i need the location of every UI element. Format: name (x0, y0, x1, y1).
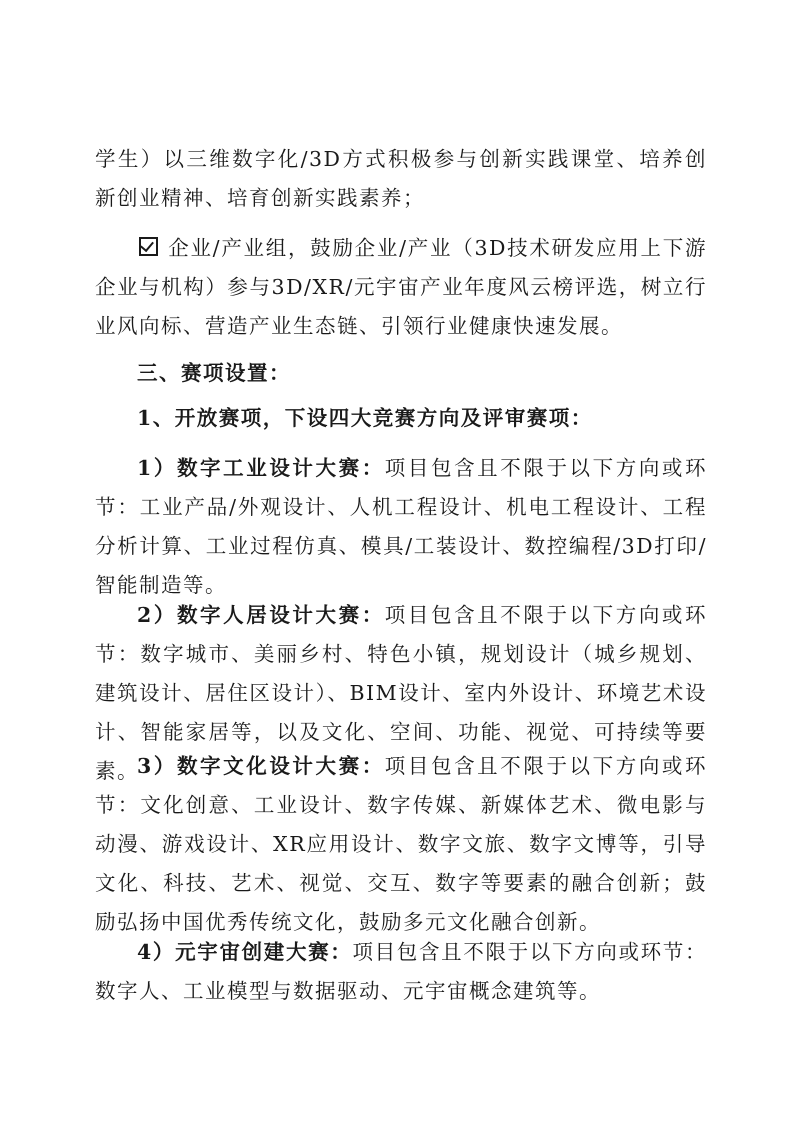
list-item (95, 449, 707, 605)
item-title: 3）数字文化设计大赛： (137, 754, 385, 778)
paragraph-enterprise-group (95, 229, 707, 346)
list-item (95, 747, 707, 942)
subsection-heading (95, 399, 707, 438)
list-item (95, 933, 707, 1011)
subsection-heading-text: 1、开放赛项，下设四大竞赛方向及评审赛项： (137, 406, 593, 430)
paragraph-text: 企业/产业组，鼓励企业/产业（3D技术研发应用上下游企业与机构）参与3D/XR/元宇宙产业年度风云榜评选，树立行业风向标、营造产业生态链、引领行业健康快速发展。 (95, 236, 707, 338)
item-body: 项目包含且不限于以下方向或环节：文化创意、工业设计、数字传媒、新媒体艺术、微电影与动漫、游戏设计、XR应用设计、数字文旅、数字文博等，引导文化、科技、艺术、视觉、交互、数字等要素的融合创新；鼓励弘扬中国优秀传统文化，鼓励多元文化融合创新。 (95, 754, 708, 934)
paragraph-student-group (95, 140, 707, 218)
item-title: 2）数字人居设计大赛： (137, 603, 385, 627)
item-title: 1）数字工业设计大赛： (137, 456, 385, 480)
paragraph-text: 学生）以三维数字化/3D方式积极参与创新实践课堂、培养创新创业精神、培育创新实践素养； (95, 147, 707, 210)
checkbox-checked-icon (139, 237, 158, 256)
section-heading (95, 354, 707, 393)
item-body: 项目包含且不限于以下方向或环节：数字人、工业模型与数据驱动、元宇宙概念建筑等。 (95, 940, 708, 1003)
item-body: 项目包含且不限于以下方向或环节：数字城市、美丽乡村、特色小镇，规划设计（城乡规划、建筑设计、居住区设计）、BIM设计、室内外设计、环境艺术设计、智能家居等，以及文化、空间、功能、视觉、可持续等要素。 (95, 603, 708, 783)
item-body: 项目包含且不限于以下方向或环节：工业产品/外观设计、人机工程设计、机电工程设计、工程分析计算、工业过程仿真、模具/工装设计、数控编程/3D打印/智能制造等。 (95, 456, 708, 597)
section-heading-text: 三、赛项设置： (137, 361, 291, 385)
item-title: 4）元宇宙创建大赛： (137, 940, 353, 964)
